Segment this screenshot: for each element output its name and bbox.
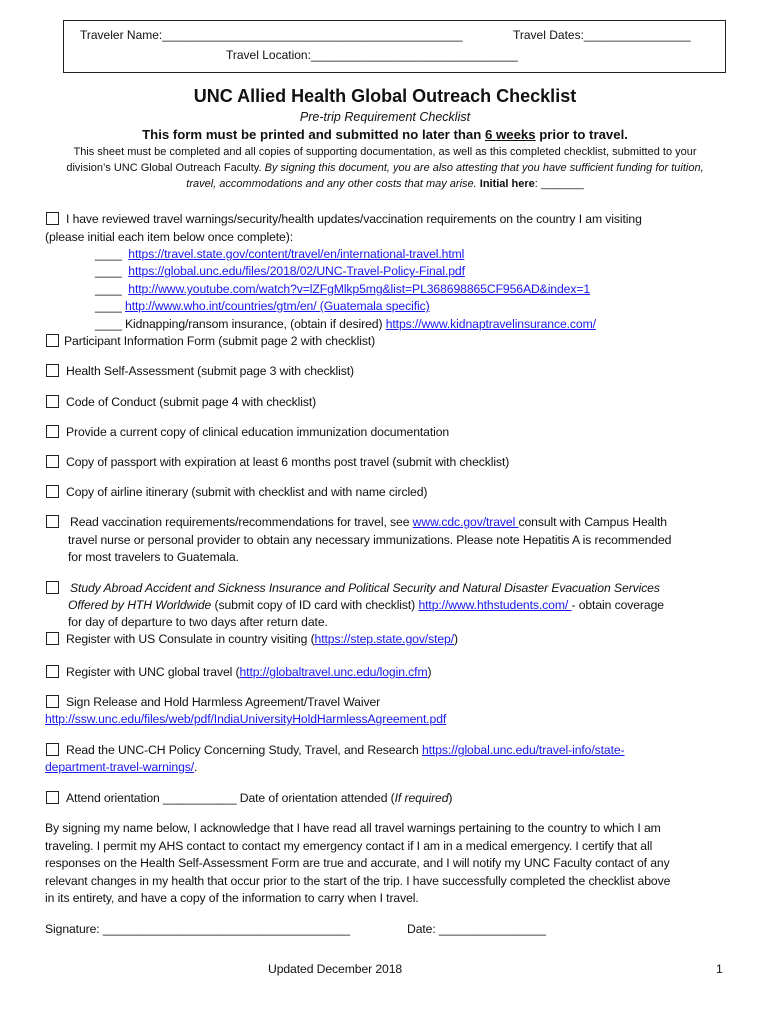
date-field[interactable]: ________________: [438, 922, 546, 936]
link-youtube[interactable]: http://www.youtube.com/watch?v=lZFgMlkp5mg&list=PL368698865CF956AD&index=1: [128, 282, 591, 296]
traveler-name-label: Traveler Name:: [80, 28, 163, 42]
item-immunization: Provide a current copy of clinical education immunization documentation: [66, 425, 450, 439]
travel-dates-field[interactable]: ________________: [583, 28, 691, 42]
policy-text: Read the UNC-CH Policy Concerning Study, Travel, and Research: [66, 743, 422, 757]
link-cdc[interactable]: www.cdc.gov/travel: [412, 515, 519, 529]
link-policy-2[interactable]: department-travel-warnings/: [45, 760, 195, 774]
hth-worldwide: Offered by HTH Worldwide: [68, 598, 212, 612]
consulate-text: Register with US Consulate in country visiting (: [66, 632, 315, 646]
date-label: Date:: [407, 922, 439, 936]
checkbox-policy[interactable]: [46, 743, 59, 756]
checkbox-travel-warnings[interactable]: [46, 212, 59, 225]
item-insurance-line2: [68, 598, 664, 612]
insurance-post: - obtain coverage: [571, 598, 664, 612]
link-hth[interactable]: http://www.hthstudents.com/: [418, 598, 572, 612]
item-conduct: Code of Conduct (submit page 4 with checklist): [66, 395, 317, 409]
intro-line3-italic: travel, accommodations and any other costs that may arise.: [186, 178, 477, 190]
travel-dates-label: Travel Dates:: [513, 28, 584, 42]
item-passport: Copy of passport with expiration at least 6 months post travel (submit with checklist): [66, 455, 510, 469]
subitem-youtube: [95, 282, 590, 296]
item-vaccination-line3: for most travelers to Guatemala.: [68, 550, 239, 564]
orientation-text: Attend orientation ___________ Date of orientation attended (: [66, 791, 395, 805]
checkbox-release[interactable]: [46, 695, 59, 708]
link-release[interactable]: http://ssw.unc.edu/files/web/pdf/IndiaUniversityHoldHarmlessAgreement.pdf: [45, 712, 447, 726]
subitem-travel-state: [95, 247, 464, 261]
item-travel-warnings-line2: (please initial each item below once complete):: [45, 230, 293, 244]
attestation-line-5: in its entirety, and have a copy of the information to carry when I travel.: [45, 891, 419, 905]
intro-line-1: This sheet must be completed and all copies of supporting documentation, as well as this completed checklist, submitted to your: [73, 146, 697, 158]
item-health: Health Self-Assessment (submit page 3 with checklist): [66, 364, 354, 378]
item-policy-line2: [45, 760, 197, 774]
attestation-line-1: By signing my name below, I acknowledge that I have read all travel warnings pertaining to the country to which I am: [45, 821, 661, 835]
deadline-suffix: prior to travel.: [535, 127, 628, 142]
subitem-who: [95, 299, 430, 313]
intro-line-2: [0, 162, 770, 174]
checkbox-vaccination[interactable]: [46, 515, 59, 528]
link-policy-1[interactable]: https://global.unc.edu/travel-info/state-: [421, 743, 625, 757]
attestation-line-2: traveling. I permit my AHS contact to contact my emergency contact if I am in a medical emergency. I certify that all: [45, 839, 653, 853]
vaccination-text: Read vaccination requirements/recommendations for travel, see: [70, 515, 413, 529]
signature-row: [45, 922, 350, 936]
item-vaccination-line2: travel nurse or personal provider to obtain any necessary immunizations. Please note Hepatitis A is recommended: [68, 533, 672, 547]
link-who[interactable]: http://www.who.int/countries/gtm/en/ (Guatemala specific): [125, 299, 430, 313]
unc-global-close: ): [427, 665, 432, 679]
subtitle: Pre-trip Requirement Checklist: [299, 110, 471, 124]
signature-field[interactable]: _____________________________________: [102, 922, 350, 936]
unc-global-text: Register with UNC global travel (: [66, 665, 240, 679]
signature-label: Signature:: [45, 922, 103, 936]
item-insurance: Study Abroad Accident and Sickness Insurance and Political Security and Natural Disaster Evacuation Services: [70, 581, 660, 595]
updated-date: Updated December 2018: [268, 962, 403, 976]
checkbox-participant[interactable]: [46, 334, 59, 347]
checkbox-orientation[interactable]: [46, 791, 59, 804]
vaccination-consult: consult with Campus Health: [518, 515, 667, 529]
item-vaccination: [70, 515, 667, 529]
initial-blank[interactable]: ____: [95, 317, 122, 331]
travel-location-label: Travel Location:: [226, 48, 311, 62]
intro-line2-plain: division’s UNC Global Outreach Faculty.: [66, 162, 265, 174]
link-travel-state[interactable]: https://travel.state.gov/content/travel/en/international-travel.html: [128, 247, 465, 261]
travel-location-field[interactable]: _______________________________: [310, 48, 518, 62]
checkbox-health[interactable]: [46, 364, 59, 377]
initial-blank[interactable]: ____: [95, 282, 122, 296]
page-title: UNC Allied Health Global Outreach Checklist: [193, 86, 577, 106]
initial-blank[interactable]: ____: [95, 264, 122, 278]
initial-here-field[interactable]: : _______: [534, 178, 584, 190]
policy-period: .: [194, 760, 198, 774]
item-travel-warnings: I have reviewed travel warnings/security/health updates/vaccination requirements on the country I am visiting: [66, 212, 642, 226]
initial-blank[interactable]: ____: [95, 299, 122, 313]
orientation-italic: If required: [394, 791, 449, 805]
initial-blank[interactable]: ____: [95, 247, 122, 261]
item-policy: [66, 743, 625, 757]
deadline-notice: [0, 127, 770, 142]
link-kidnap-insurance[interactable]: https://www.kidnaptravelinsurance.com/: [385, 317, 596, 331]
attestation-line-4: relevant changes in my health that occur prior to the start of the trip. I have successfully completed the checklist above: [45, 874, 671, 888]
traveler-name-field[interactable]: _____________________________________________: [162, 28, 463, 42]
checkbox-airline[interactable]: [46, 485, 59, 498]
subitem-kidnapping: [95, 317, 596, 331]
kidnapping-text: Kidnapping/ransom insurance, (obtain if desired): [125, 317, 386, 331]
item-insurance-line3: for day of departure to two days after return date.: [68, 615, 328, 629]
item-unc-global: [66, 665, 431, 679]
link-step[interactable]: https://step.state.gov/step/: [314, 632, 455, 646]
item-consulate: [66, 632, 458, 646]
travel-location-row: [226, 48, 518, 62]
checkbox-consulate[interactable]: [46, 632, 59, 645]
deadline-emph: 6 weeks: [484, 127, 536, 142]
item-participant: Participant Information Form (submit page 2 with checklist): [64, 334, 376, 348]
checkbox-insurance[interactable]: [46, 581, 59, 594]
deadline-prefix: This form must be printed and submitted no later than: [142, 127, 485, 142]
date-row: [407, 922, 546, 936]
intro-line-3: [0, 178, 770, 190]
item-release: Sign Release and Hold Harmless Agreement/Travel Waiver: [66, 695, 381, 709]
checkbox-passport[interactable]: [46, 455, 59, 468]
checkbox-immunization[interactable]: [46, 425, 59, 438]
link-unc-travel-policy[interactable]: https://global.unc.edu/files/2018/02/UNC-Travel-Policy-Final.pdf: [128, 264, 465, 278]
item-airline: Copy of airline itinerary (submit with checklist and with name circled): [66, 485, 428, 499]
initial-here-label: Initial here: [476, 178, 535, 190]
insurance-mid: (submit copy of ID card with checklist): [211, 598, 419, 612]
page-number: 1: [716, 962, 723, 976]
link-globaltravel[interactable]: http://globaltravel.unc.edu/login.cfm: [239, 665, 428, 679]
checkbox-conduct[interactable]: [46, 395, 59, 408]
consulate-close: ): [454, 632, 458, 646]
item-orientation: [66, 791, 452, 805]
checkbox-unc-global[interactable]: [46, 665, 59, 678]
attestation-line-3: responses on the Health Self-Assessment Form are true and accurate, and I will notify my UNC Faculty contact of any: [45, 856, 670, 870]
traveler-name-row: [80, 28, 463, 42]
orientation-close: ): [448, 791, 453, 805]
subitem-unc-travel-policy: [95, 264, 465, 278]
intro-line2-italic: By signing this document, you are also attesting that you have sufficient funding for tuition,: [264, 162, 704, 174]
travel-dates-row: [513, 28, 691, 42]
